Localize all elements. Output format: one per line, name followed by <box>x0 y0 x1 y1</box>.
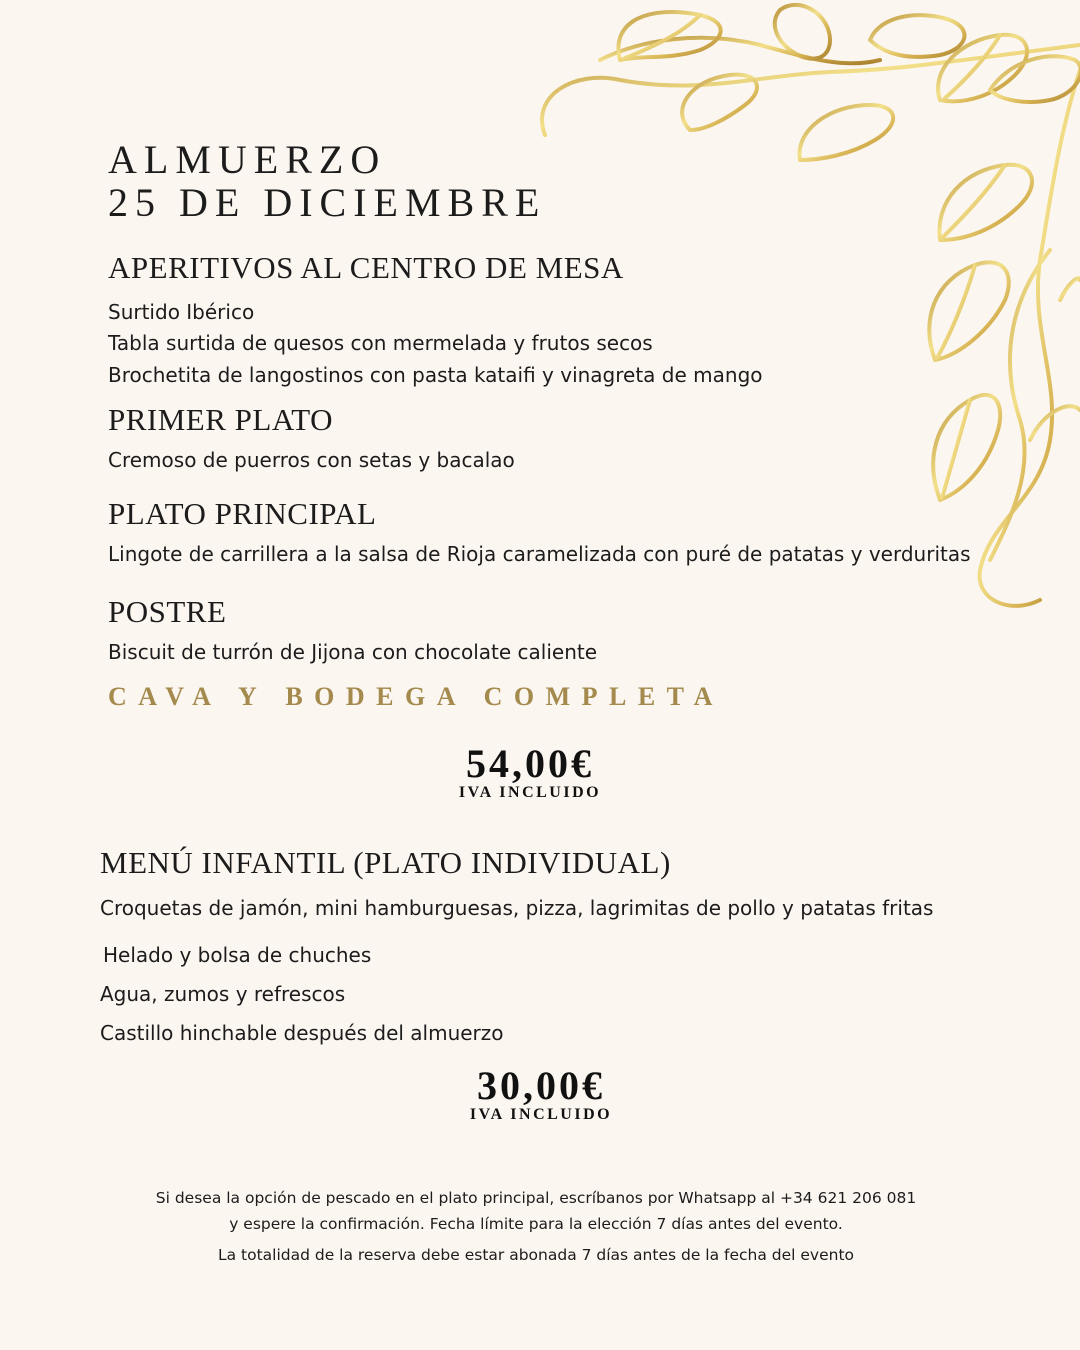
footer-note-line-2: y espere la confirmación. Fecha límite para la elección 7 días antes del evento. <box>229 1215 843 1233</box>
menu-item: Tabla surtida de quesos con mermelada y frutos secos <box>108 331 653 355</box>
footer-note-line-1: Si desea la opción de pescado en el plato principal, escríbanos por Whatsapp al +34 621 206 081 <box>155 1189 917 1207</box>
menu-price-note: IVA INCLUIDO <box>458 784 602 801</box>
kids-menu-item: Croquetas de jamón, mini hamburguesas, pizza, lagrimitas de pollo y patatas fritas <box>100 896 934 920</box>
menu-item: Brochetita de langostinos con pasta kataifi y vinagreta de mango <box>108 363 763 387</box>
section-heading-aperitivos: APERITIVOS AL CENTRO DE MESA <box>108 250 624 285</box>
kids-menu-item: Castillo hinchable después del almuerzo <box>100 1021 504 1045</box>
menu-item: Biscuit de turrón de Jijona con chocolate caliente <box>108 640 598 664</box>
footer-note-line-3: La totalidad de la reserva debe estar abonada 7 días antes de la fecha del evento <box>217 1246 855 1264</box>
section-heading-menu-infantil: MENÚ INFANTIL (PLATO INDIVIDUAL) <box>100 845 671 880</box>
section-heading-primer-plato: PRIMER PLATO <box>108 402 334 437</box>
menu-item: Lingote de carrillera a la salsa de Rioja caramelizada con puré de patatas y verduritas <box>108 542 971 566</box>
title-line-1: ALMUERZO <box>108 137 387 182</box>
kids-menu-price: 30,00€ <box>477 1063 605 1108</box>
menu-item: Cremoso de puerros con setas y bacalao <box>108 448 515 472</box>
title-line-2: 25 DE DICIEMBRE <box>108 180 547 225</box>
gold-leaf-vine-icon <box>520 0 1080 620</box>
section-heading-plato-principal: PLATO PRINCIPAL <box>108 496 377 531</box>
drinks-label: CAVA Y BODEGA COMPLETA <box>108 682 724 711</box>
menu-item: Surtido Ibérico <box>108 300 255 324</box>
section-heading-postre: POSTRE <box>108 594 227 629</box>
kids-menu-item: Agua, zumos y refrescos <box>100 982 346 1006</box>
kids-menu-item: Helado y bolsa de chuches <box>103 943 372 967</box>
kids-menu-price-note: IVA INCLUIDO <box>469 1106 613 1123</box>
menu-price: 54,00€ <box>466 741 594 786</box>
